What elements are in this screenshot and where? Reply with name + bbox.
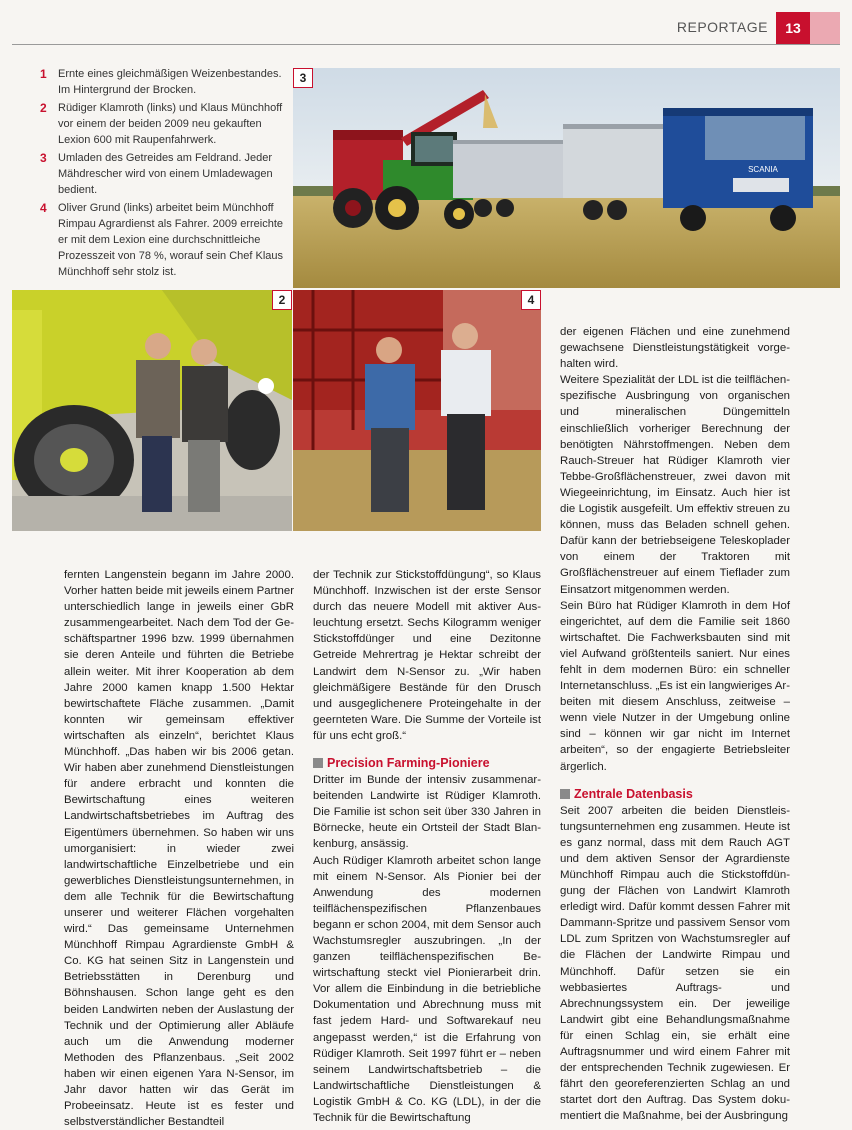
caption-item [40,200,286,280]
paragraph: der Technik zur Stickstoffdüngung“, so Klaus Münchhoff. Inzwischen ist der erste Sensor durch das neuere Modell mit aktiver Ausleuchtung ersetzt. Sechs Kilogramm weniger Stickstoffdünger und eine Dezitonne Getreide Mehrertrag je Hektar schreibt der Landwirt dem N-Sensor zu. „Wir haben gleichmäßigere Bestände für den Drusch und ausgeglichenere Proteingehalte in der geernteten Ware. Die Summe der Vorteile ist für uns echt groß.“ [313,569,541,742]
caption-text: Oliver Grund (links) arbeitet beim Münchhoff Rimpau Agrardienst als Fahrer. 2009 erreichte er mit dem Lexion eine durchschnittleiche Prozesszeit von 78 %, worauf sein Chef Klaus Münchhoff sehr stolz ist. [58,202,284,278]
article-column-2 [313,567,541,1126]
page-tab-decoration [810,12,840,44]
photo-number-badge: 3 [293,68,313,88]
heading-square-icon [560,789,570,799]
caption-number: 4 [40,201,47,215]
paragraph: Weitere Spezialität der LDL ist die teilflächenspezifische Ausbringung von organischen und mineralischen Düngemitteln einschließlich vorheriger Berechnung der benötigten Nährstoffmengen. Neben dem Rauch-Streuer hat Rüdiger Klamroth vier Tebbe-Großflächenstreuer, zwei davon mit Wiegeeinrichtung, im Einsatz. Auch hier ist die Logistik ausgefeilt. Um effektiv streuen zu können, muss das Beladen schnell gehen. Dafür kann der betriebseigene Teleskoplader von einem der Traktoren mit Großflächenstreuer auf einem Tieflader zum Einsatzort mitgenommen werden. [560,374,790,596]
photo-number-badge: 4 [521,290,541,310]
caption-text: Rüdiger Klamroth (links) und Klaus Münchhoff vor einem der beiden 2009 neu gekauften Lexion 600 mit Raupenfahrwerk. [58,102,283,146]
heading-square-icon [313,758,323,768]
photo-men-harvester [293,290,541,531]
caption-text: Ernte eines gleichmäßigen Weizenbestandes. Im Hintergrund der Brocken. [58,68,282,96]
caption-text: Umladen des Getreides am Feldrand. Jeder Mähdrescher wird von einem Umladewagen bedient. [58,152,273,196]
header-rule [12,44,840,45]
paragraph: Auch Rüdiger Klamroth arbeitet schon lange mit einem N-Sensor. Als Pionier bei der Anwendung des modernen teilflächenspezifischen Pflanzenbaues begann er schon 2004, mit dem Sensor auch Wachstumsregler auszubringen. „In der ganzen teilflächenspezifischen Bewirtschaftung steckt viel Pionierarbeit drin. Vor allem die Einbindung in die betriebliche Dokumentation und Abrechnung muss mit fast jedem Hard- und Softwarekauf neu angepasst werden,“ ist die Erfahrung von Rüdiger Klamroth. Seit 1997 führt er – neben seinem Landwirtschaftsbetrieb – die Landwirtschaftliche Dienstleistungen & Logistik GmbH & Co. KG (LDL), in der die Technik für die Bewirtschaftung [313,854,541,1124]
paragraph: der eigenen Flächen und eine zunehmend gewachsene Dienstleistungstätigkeit vorgehalten wird. [560,326,790,371]
section-label: REPORTAGE [676,19,768,35]
caption-item [40,150,286,198]
paragraph: Sein Büro hat Rüdiger Klamroth in dem Hof eingerichtet, auf dem die Familie seit 1860 wirtschaftet. Die Fachwerksbauten sind mit viel Aufwand größtenteils saniert. Nur eines fehlt in dem modernen Büro: ein schneller Internetanschluss. „Es ist ein langwieriges Arbeiten mit diesem Anschluss, zeitweise – wenn viele Nutzer in der Umgebung online sind – können wir gar nicht im Internet arbeiten“, so der engagierte Betriebsleiter ärgerlich. [560,599,790,773]
caption-list [40,66,286,282]
caption-number: 1 [40,67,47,81]
paragraph: Seit 2007 arbeiten die beiden Dienstleistungsunternehmen eng zusammen. Heute ist es ganz normal, dass mit dem Rauch AGT und dem aktiven Sensor der Agrardienste Münchhoff Rimpau auch die Stickstoffdüngung der Flächen von Landwirt Klamroth erledigt wird. Dafür kommt dessen Fahrer mit Dammann-Spritze und passivem Sensor vom LDL zum Spritzen von Wachstumsregler auf die Flächen der Landwirte Rimpau und Münchhoff. Dafür setzen sie ein webbasiertes Auftrags- und Abrechnungssystem ein. Der jeweilige Landwirt gibt eine Behandlungsmaßnahme für einen Schlag ein, sie erhält eine Auftragsnummer und wird einem Fahrer mit der entsprechenden Technik zugewiesen. Er fährt den georeferenzierten Schlag an und startet dort den Auftrag. Das System dokumentiert die Maßnahme, bei der Ausbringung [560,804,790,1123]
caption-item [40,100,286,148]
photo-men-combine [12,290,292,531]
photo-number-badge: 2 [272,290,292,310]
page-number: 13 [776,12,810,44]
paragraph: Dritter im Bunde der intensiv zusammenarbeitenden Landwirte ist Rüdiger Klamroth. Die Familie ist schon seit über 330 Jahren in Börnecke, heute ein Ortsteil der Stadt Blankenburg, ansässig. [313,774,541,851]
subheading [560,785,790,803]
caption-item [40,66,286,98]
article-column-1 [64,567,294,1130]
subheading-text: Zentrale Datenbasis [574,786,693,801]
caption-number: 3 [40,151,47,165]
photo-harvest-unloading [293,68,840,288]
paragraph: fernten Langenstein begann im Jahre 2000. Vorher hatten beide mit jeweils einem Partner unterschiedlich lange in jeweils einer GbR zusammengearbeitet. Nach dem Tod der Geschäftspartner 1996 bzw. 1999 übernahmen sie deren Anteile und führten die Betriebe allein weiter. Mit ihrer Kooperation ab dem Jahre 2000 kamen knapp 1.500 Hektar bewirtschaftete Fläche zusammen. „Damit konnten wir gemeinsam effektiver wirtschaften als einzeln“, berichtet Klaus Münchhoff. „Das haben wir bis 2006 getan. Wir haben aber zunehmend Dienstleistungen für andere erbracht und konnten die Bewirtschaftung eines weiteren Landwirtschaftsbetriebes im Auftrag des Eigentümers übernehmen. So haben wir uns umorganisiert: in wieder zwei landwirtschaftliche Einzelbetriebe und ein gewerbliches Dienstleistungsunternehmen, in dem alle Technik für die Bewirtschaftung unserer und weiterer Flächen vorgehalten wird.“ Das gemeinsame Unternehmen Münchhoff Rimpau Agrardienste GmbH & Co. KG hat seinen Sitz in Langenstein und Betriebsstätten in Derenburg und Böhnshausen. Schon lange geht es den beiden Landwirten neben der Auslastung der Technik und der Optimierung aller Abläufe auch um die Anwendung moderner Methoden des Pflanzenbaus. „Seit 2002 haben wir einen eigenen Yara N-Sensor, im Jahr davor hatten wir das Gerät im Probeeinsatz. Heute ist es fester und selbstverständlicher Bestandteil [64,569,294,1129]
truck-brand-text: SCANIA [748,165,778,174]
subheading [313,754,541,772]
subheading-text: Precision Farming-Pioniere [327,756,490,771]
article-column-3 [560,324,790,1125]
caption-number: 2 [40,101,47,115]
